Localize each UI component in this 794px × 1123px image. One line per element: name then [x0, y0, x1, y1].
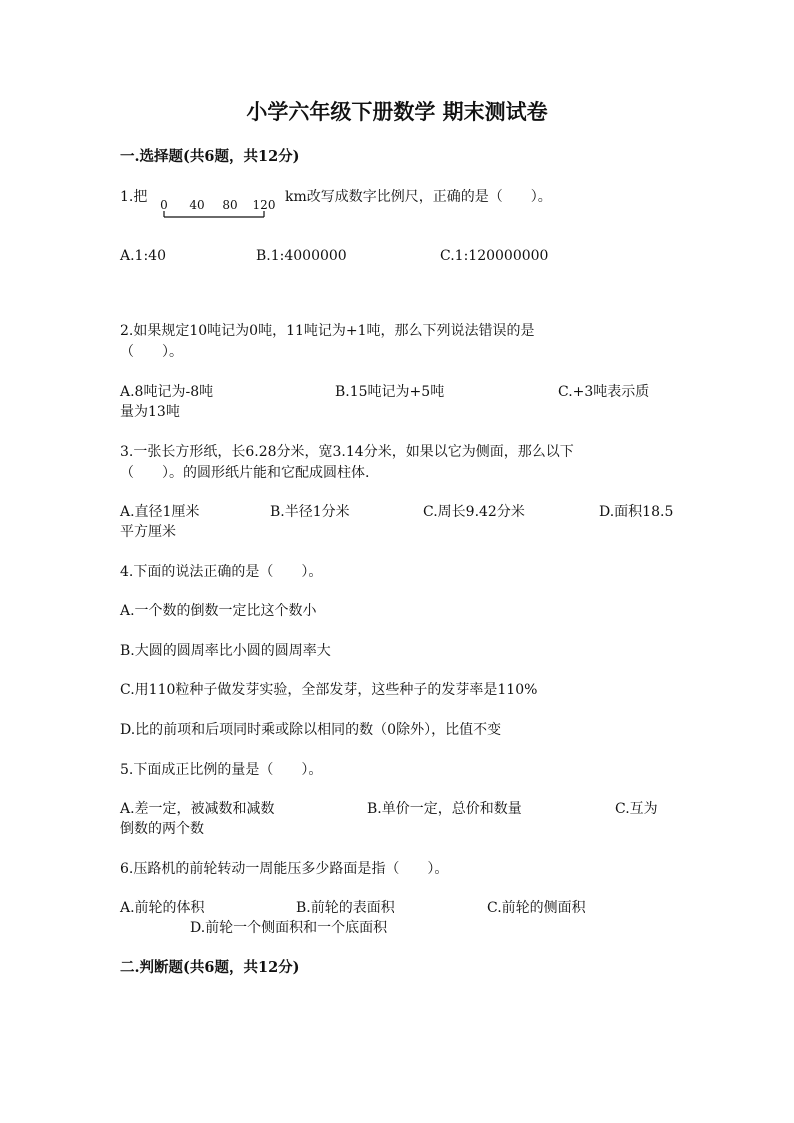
q6-option-c: C.前轮的侧面积: [487, 900, 586, 916]
q2-stem-line1: 2.如果规定10吨记为0吨，11吨记为+1吨，那么下列说法错误的是: [120, 323, 535, 339]
q6-option-a: A.前轮的体积: [120, 900, 205, 916]
q2-option-b: B.15吨记为+5吨: [335, 384, 445, 400]
q5-option-a: A.差一定，被减数和减数: [120, 801, 275, 817]
q3-stem-line1: 3.一张长方形纸，长6.28分米，宽3.14分米，如果以它为侧面，那么以下: [120, 444, 574, 460]
q1-suffix: km改写成数字比例尺，正确的是（ ）。: [285, 189, 552, 205]
q2-option-c: C.+3吨表示质: [558, 384, 650, 400]
q1-prefix: 1.把: [120, 189, 148, 205]
q4-option-b: B.大圆的圆周率比小圆的圆周率大: [120, 643, 331, 659]
scale-label-0: 0: [160, 198, 168, 212]
q4-option-a: A.一个数的倒数一定比这个数小: [120, 603, 317, 619]
q5-option-b: B.单价一定，总价和数量: [367, 801, 522, 817]
q3-option-c: C.周长9.42分米: [423, 504, 525, 520]
q4-stem: 4.下面的说法正确的是（ ）。: [120, 564, 323, 580]
scale-label-120: 120: [252, 198, 276, 212]
q6-option-b: B.前轮的表面积: [296, 900, 395, 916]
scale-label-80: 80: [222, 198, 238, 212]
scale-label-40: 40: [189, 198, 205, 212]
q1-option-c: C.1:120000000: [440, 248, 549, 264]
q4-option-c: C.用110粒种子做发芽实验，全部发芽，这些种子的发芽率是110%: [120, 682, 538, 698]
q3-option-d: D.面积18.5: [599, 504, 674, 520]
section-heading-choice: 一.选择题(共6题，共12分): [120, 148, 300, 165]
q3-stem-line2: （ ）。的圆形纸片能和它配成圆柱体.: [120, 465, 370, 481]
q2-option-a: A.8吨记为-8吨: [120, 384, 214, 400]
q2-stem-line2: （ ）。: [120, 344, 183, 360]
q1-option-a: A.1:40: [120, 248, 166, 264]
q5-option-c-wrap: 倒数的两个数: [120, 821, 204, 837]
q3-option-b: B.半径1分米: [270, 504, 350, 520]
q6-stem: 6.压路机的前轮转动一周能压多少路面是指（ ）。: [120, 861, 449, 877]
q5-option-c: C.互为: [615, 801, 658, 817]
q1-option-b: B.1:4000000: [256, 248, 347, 264]
q6-option-d: D.前轮一个侧面积和一个底面积: [190, 920, 388, 936]
q2-option-c-wrap: 量为13吨: [120, 404, 180, 420]
scale-bar-figure: [158, 193, 280, 221]
page-title: 小学六年级下册数学 期末测试卷: [246, 99, 548, 124]
section-heading-judgement: 二.判断题(共6题，共12分): [120, 959, 300, 976]
q5-stem: 5.下面成正比例的量是（ ）。: [120, 762, 323, 778]
q3-option-a: A.直径1厘米: [120, 504, 200, 520]
q4-option-d: D.比的前项和后项同时乘或除以相同的数（0除外），比值不变: [120, 722, 502, 738]
q3-option-d-wrap: 平方厘米: [120, 524, 176, 540]
